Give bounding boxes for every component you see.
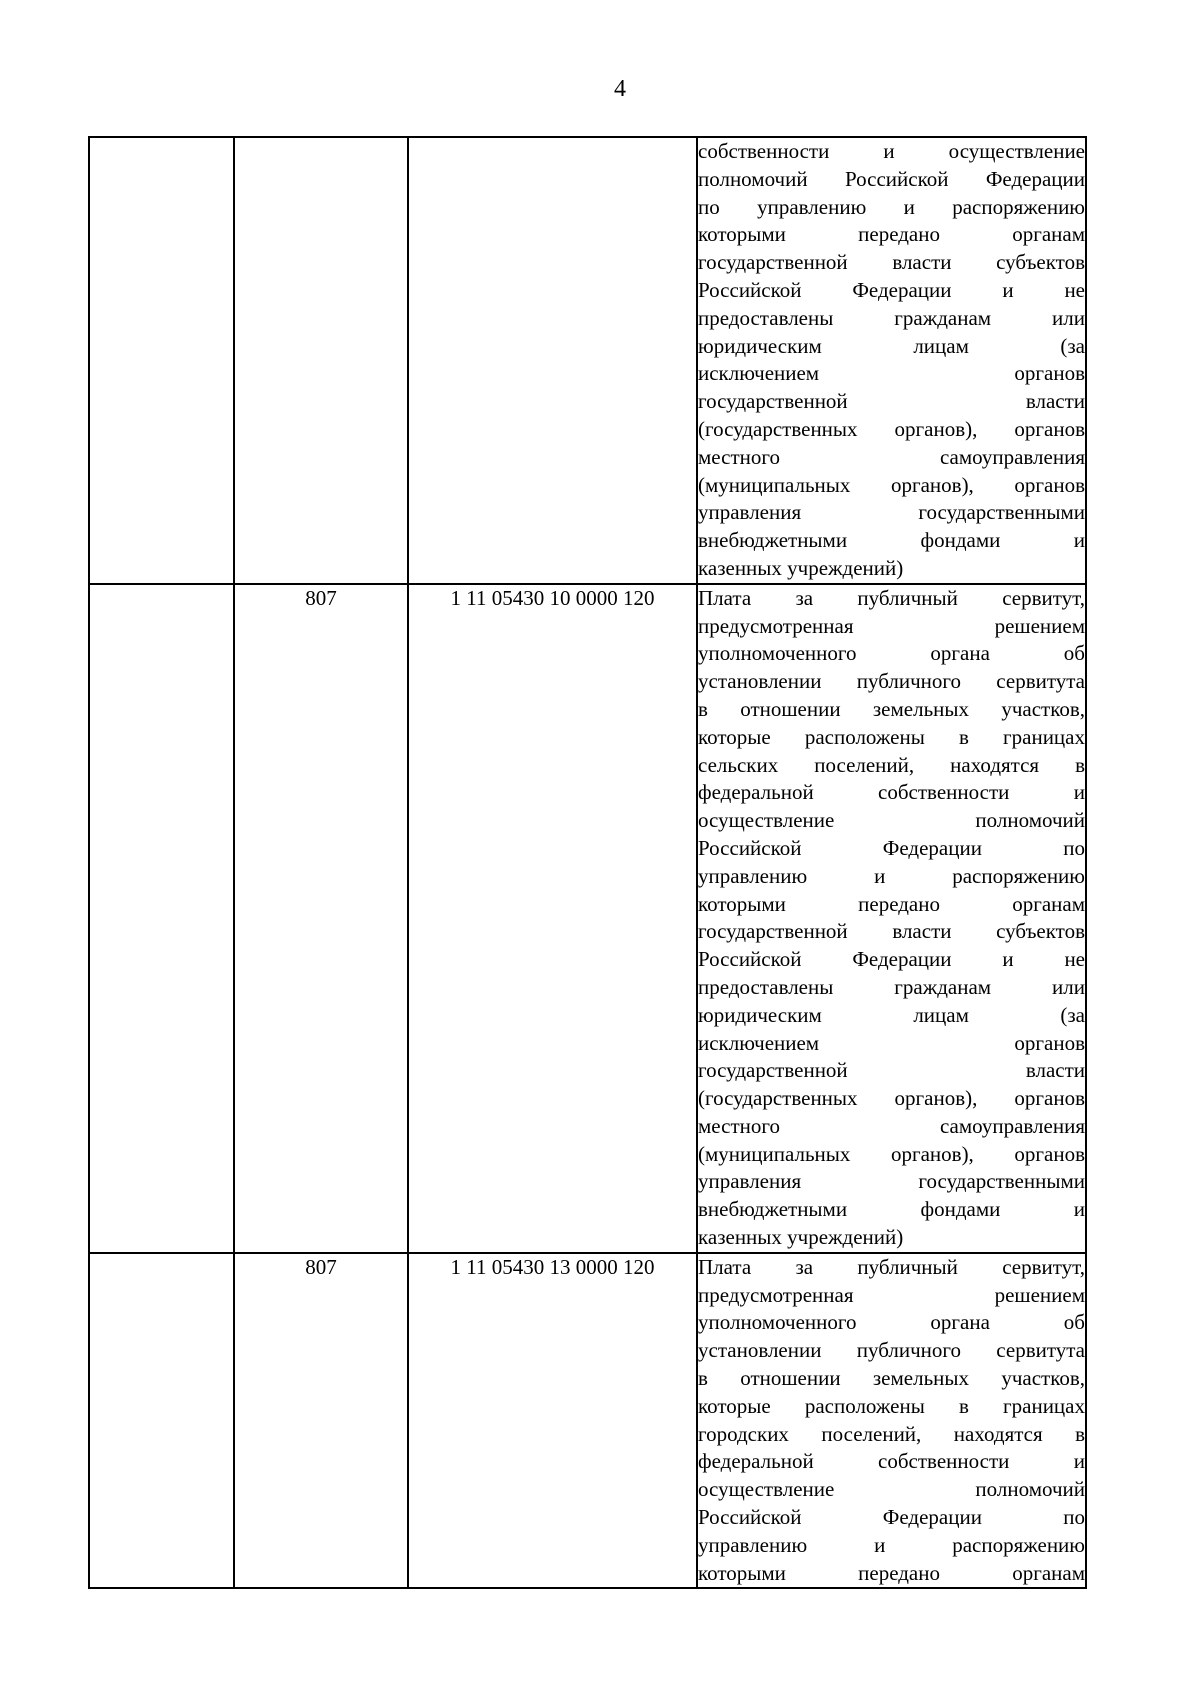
description-line: предоставлены гражданам или xyxy=(698,974,1085,999)
description-line: городских поселений, находятся в xyxy=(698,1421,1085,1446)
empty-cell xyxy=(89,137,234,584)
description-line: местного самоуправления xyxy=(698,444,1085,469)
description-line: предусмотренная решением xyxy=(698,613,1085,638)
description-cell xyxy=(697,137,1086,584)
description-line: которыми передано органам xyxy=(698,1560,1085,1585)
description-line: в отношении земельных участков, xyxy=(698,696,1085,721)
description-line: Плата за публичный сервитут, xyxy=(698,585,1085,610)
description-line: казенных учреждений) xyxy=(698,1225,904,1250)
kbk-code-cell xyxy=(408,137,697,584)
description-line: исключением органов xyxy=(698,1030,1085,1055)
description-line: федеральной собственности и xyxy=(698,1449,1085,1474)
description-line: Российской Федерации по xyxy=(698,835,1085,860)
description-line: внебюджетными фондами и xyxy=(698,528,1085,553)
description-line: управления государственными xyxy=(698,500,1085,525)
description-line: по управлению и распоряжению xyxy=(698,194,1085,219)
page-number: 4 xyxy=(614,76,626,102)
description-line: местного самоуправления xyxy=(698,1113,1085,1138)
description-cell xyxy=(697,1253,1086,1589)
table-body xyxy=(89,137,1086,1588)
description-line: юридическим лицам (за xyxy=(698,1002,1085,1027)
description-line: осуществление полномочий xyxy=(698,1477,1085,1502)
description-line: государственной власти субъектов xyxy=(698,250,1085,275)
kbk-code-cell: 1 11 05430 13 0000 120 xyxy=(408,1253,697,1589)
description-line: (муниципальных органов), органов xyxy=(698,472,1085,497)
description-line: (муниципальных органов), органов xyxy=(698,1141,1085,1166)
description-line: которые расположены в границах xyxy=(698,724,1085,749)
description-line: которыми передано органам xyxy=(698,222,1085,247)
description-line: управлению и распоряжению xyxy=(698,863,1085,888)
description-line: управлению и распоряжению xyxy=(698,1532,1085,1557)
description-line: (государственных органов), органов xyxy=(698,416,1085,441)
description-line: исключением органов xyxy=(698,361,1085,386)
description-line: Плата за публичный сервитут, xyxy=(698,1254,1085,1279)
empty-cell xyxy=(89,584,234,1253)
description-line: уполномоченного органа об xyxy=(698,641,1085,666)
description-line: управления государственными xyxy=(698,1169,1085,1194)
admin-code-cell xyxy=(234,137,408,584)
description-line: в отношении земельных участков, xyxy=(698,1366,1085,1391)
table-row xyxy=(89,1253,1086,1589)
description-line: юридическим лицам (за xyxy=(698,333,1085,358)
empty-cell xyxy=(89,1253,234,1589)
description-line: внебюджетными фондами и xyxy=(698,1197,1085,1222)
description-line: (государственных органов), органов xyxy=(698,1086,1085,1111)
description-line: казенных учреждений) xyxy=(698,555,904,580)
description-line: Российской Федерации и не xyxy=(698,277,1085,302)
description-line: собственности и осуществление xyxy=(698,139,1085,163)
description-line: государственной власти субъектов xyxy=(698,919,1085,944)
kbk-code-cell: 1 11 05430 10 0000 120 xyxy=(408,584,697,1253)
admin-code-cell: 807 xyxy=(234,1253,408,1589)
description-line: федеральной собственности и xyxy=(698,780,1085,805)
description-line: Российской Федерации по xyxy=(698,1505,1085,1530)
description-line: сельских поселений, находятся в xyxy=(698,752,1085,777)
description-line: Российской Федерации и не xyxy=(698,947,1085,972)
description-line: уполномоченного органа об xyxy=(698,1310,1085,1335)
description-line: полномочий Российской Федерации xyxy=(698,166,1085,191)
description-line: государственной власти xyxy=(698,1058,1085,1083)
table-row xyxy=(89,137,1086,584)
description-line: предусмотренная решением xyxy=(698,1282,1085,1307)
description-line: государственной власти xyxy=(698,389,1085,414)
description-line: которые расположены в границах xyxy=(698,1393,1085,1418)
table-row xyxy=(89,584,1086,1253)
description-line: осуществление полномочий xyxy=(698,808,1085,833)
description-line: предоставлены гражданам или xyxy=(698,305,1085,330)
admin-code-cell: 807 xyxy=(234,584,408,1253)
description-line: установлении публичного сервитута xyxy=(698,1338,1085,1363)
description-cell xyxy=(697,584,1086,1253)
description-line: которыми передано органам xyxy=(698,891,1085,916)
description-line: установлении публичного сервитута xyxy=(698,669,1085,694)
income-codes-table xyxy=(88,136,1087,1589)
